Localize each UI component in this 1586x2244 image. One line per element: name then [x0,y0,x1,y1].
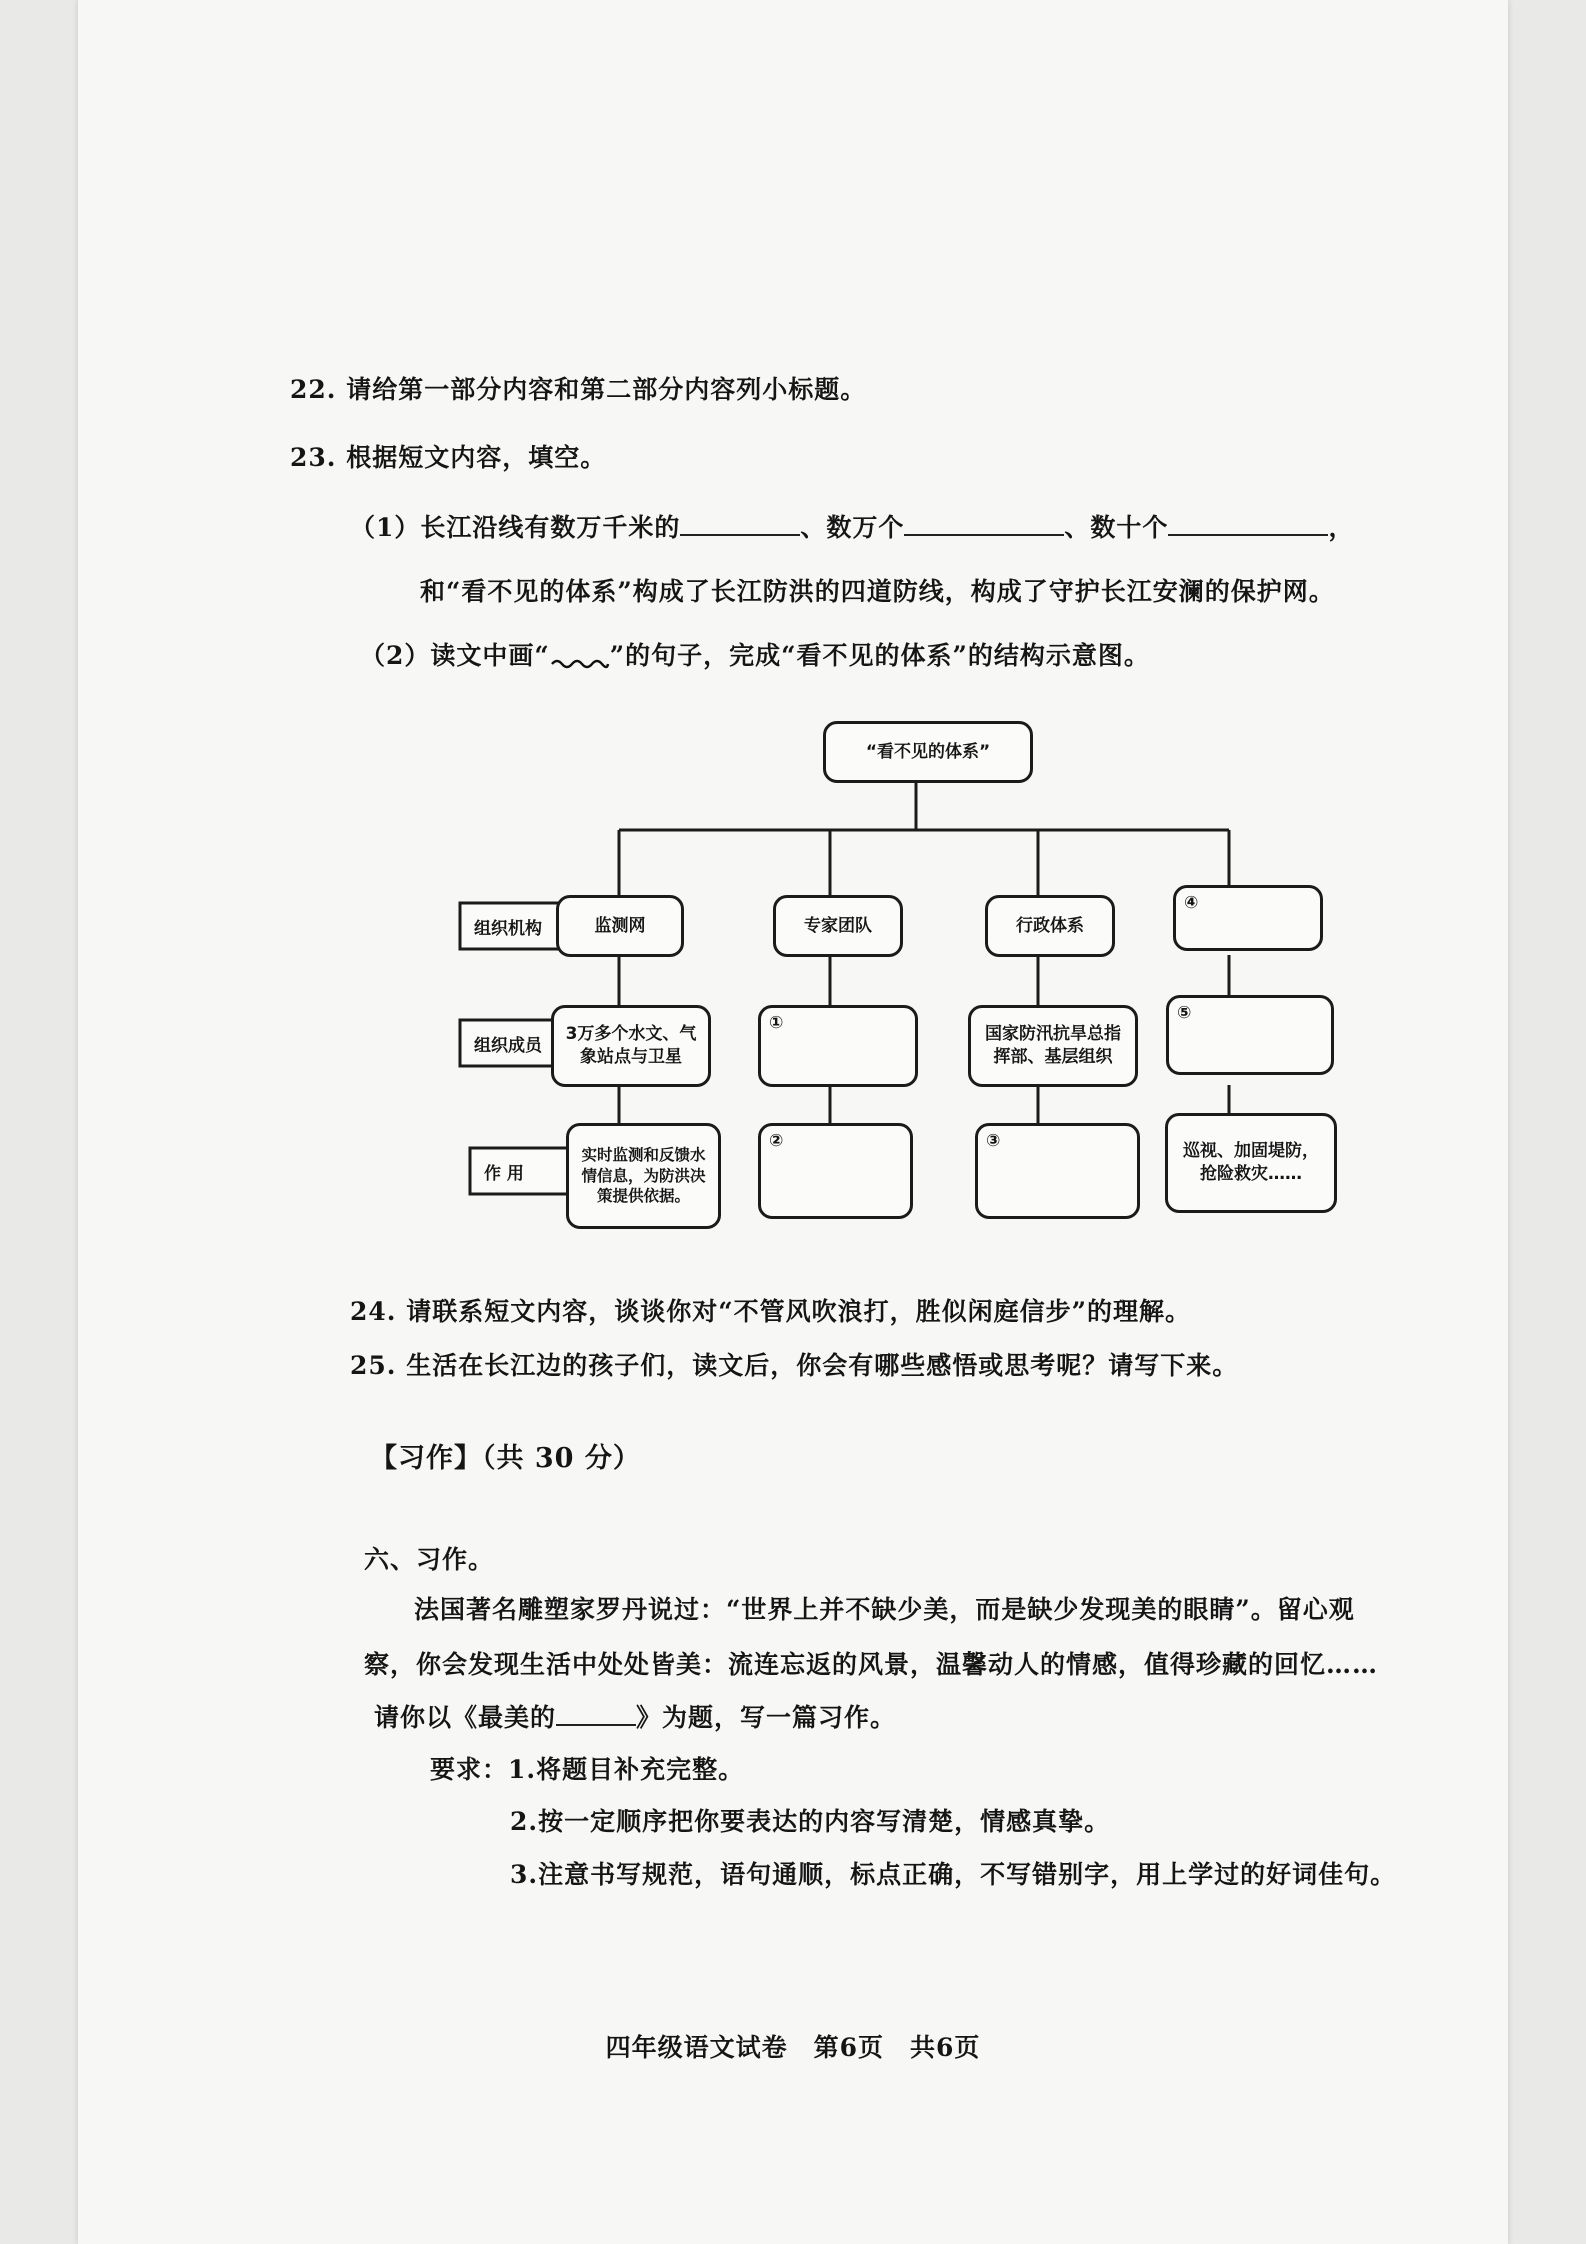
section-title-writing: 【习作】（共 30 分） [370,1443,641,1474]
row-label-function: 作 用 [468,1145,598,1197]
member-blank-1[interactable]: ① [758,1005,918,1087]
exam-page [78,0,1508,2244]
requirement-3: 3.注意书写规范，语句通顺，标点正确，不写错别字，用上学过的好词佳句。 [510,1860,1397,1889]
question-6-para-2: 察，你会发现生活中处处皆美：流连忘返的风景，温馨动人的情感，值得珍藏的回忆…… [364,1650,1379,1679]
requirement-2: 2.按一定顺序把你要表达的内容写清楚，情感真挚。 [510,1807,1111,1836]
question-23-part-1-line2: 和“看不见的体系”构成了长江防洪的四道防线，构成了守护长江安澜的保护网。 [420,577,1335,606]
structure-diagram [458,705,1478,1235]
org-node-administration: 行政体系 [985,895,1115,957]
question-23-part-2 [360,636,1150,672]
org-node-experts: 专家团队 [773,895,903,957]
org-blank-4[interactable]: ④ [1173,885,1323,951]
requirement-1: 要求：1.将题目补充完整。 [430,1755,745,1784]
q6-para-3-text-b: 》为题，写一篇习作。 [636,1703,897,1732]
q23-p2-text-b: ”的句子，完成“看不见的体系”的结构示意图。 [609,641,1150,670]
title-blank[interactable] [556,1700,636,1726]
answer-blank-1[interactable] [680,510,800,536]
role-blank-3[interactable]: ③ [975,1123,1140,1219]
row-label-members: 组织成员 [458,1017,588,1069]
question-22: 22. 请给第一部分内容和第二部分内容列小标题。 [290,375,867,404]
question-25: 25. 生活在长江边的孩子们，读文后，你会有哪些感悟或思考呢？请写下来。 [350,1351,1239,1380]
answer-blank-2[interactable] [904,510,1064,536]
q6-para-3-text-a: 请你以《最美的 [374,1703,557,1732]
answer-blank-3[interactable] [1168,510,1328,536]
role-node-patrol: 巡视、加固堤防，抢险救灾…… [1165,1113,1337,1213]
member-blank-5[interactable]: ⑤ [1166,995,1334,1075]
question-6-para-3 [374,1698,896,1734]
question-23-part-1 [350,508,1354,544]
member-node-monitoring: 3万多个水文、气象站点与卫星 [551,1005,711,1087]
question-6-heading: 六、习作。 [364,1545,495,1574]
question-6-para-1: 法国著名雕塑家罗丹说过：“世界上并不缺少美，而是缺少发现美的眼睛”。留心观 [414,1595,1355,1624]
member-node-administration: 国家防汛抗旱总指挥部、基层组织 [968,1005,1138,1087]
q23-p2-text-a: （2）读文中画“ [360,641,550,670]
question-23: 23. 根据短文内容，填空。 [290,443,607,472]
page-footer: 四年级语文试卷 第6页 共6页 [605,2033,981,2062]
q23-p1-text-a: （1）长江沿线有数万千米的 [350,513,681,542]
diagram-root-node: “看不见的体系” [823,721,1033,783]
question-24: 24. 请联系短文内容，谈谈你对“不管风吹浪打，胜似闲庭信步”的理解。 [350,1297,1191,1326]
row-label-organization: 组织机构 [458,900,588,952]
wavy-underline-icon [550,654,610,670]
q23-p1-text-b: 、数万个 [800,513,905,542]
org-node-monitoring: 监测网 [556,895,684,957]
role-blank-2[interactable]: ② [758,1123,913,1219]
q23-p1-text-d: ， [1328,513,1355,542]
role-node-monitoring: 实时监测和反馈水情信息，为防洪决策提供依据。 [566,1123,721,1229]
q23-p1-text-c: 、数十个 [1064,513,1169,542]
